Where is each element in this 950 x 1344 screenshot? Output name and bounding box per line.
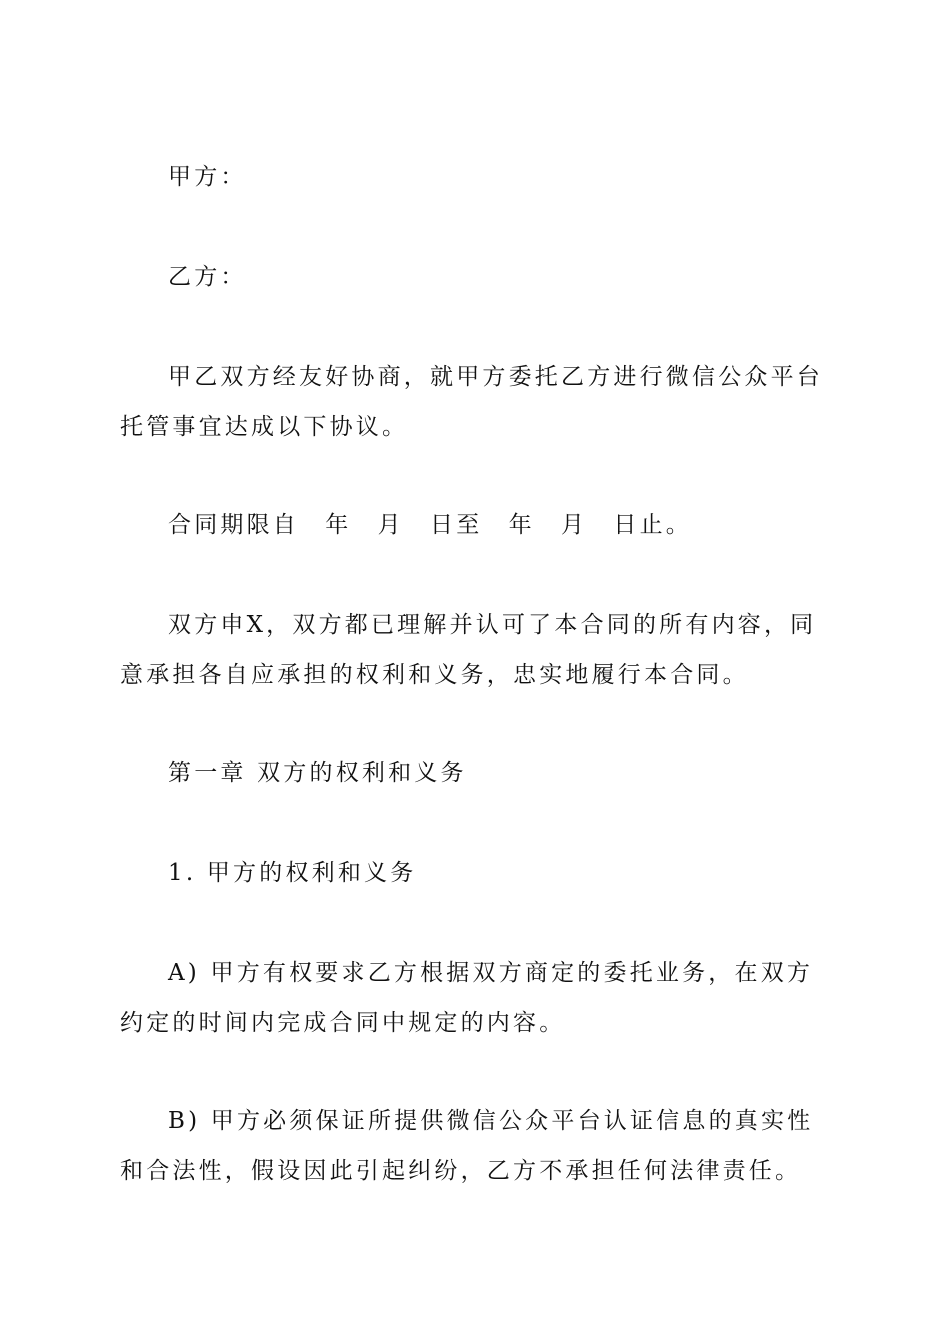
section-one-heading: 1. 甲方的权利和义务 (168, 860, 417, 886)
party-b-line: 乙方： (168, 264, 247, 290)
clause-a-paragraph: A) 甲方有权要求乙方根据双方商定的委托业务，在双方约定的时间内完成合同中规定的内容。 (120, 960, 814, 1036)
clause-b-paragraph: B) 甲方必须保证所提供微信公众平台认证信息的真实性和合法性，假设因此引起纠纷，乙方不承担任何法律责任。 (120, 1108, 814, 1184)
mutual-acknowledgement-paragraph: 双方申X，双方都已理解并认可了本合同的所有内容，同意承担各自应承担的权利和义务，忠实地履行本合同。 (120, 612, 817, 688)
chapter-one-heading: 第一章 双方的权利和义务 (168, 760, 467, 786)
contract-term-paragraph: 合同期限自 年 月 日至 年 月 日止。 (168, 512, 692, 538)
party-a-line: 甲方： (168, 164, 247, 190)
agreement-intro-paragraph: 甲乙双方经友好协商，就甲方委托乙方进行微信公众平台托管事宜达成以下协议。 (120, 364, 823, 440)
